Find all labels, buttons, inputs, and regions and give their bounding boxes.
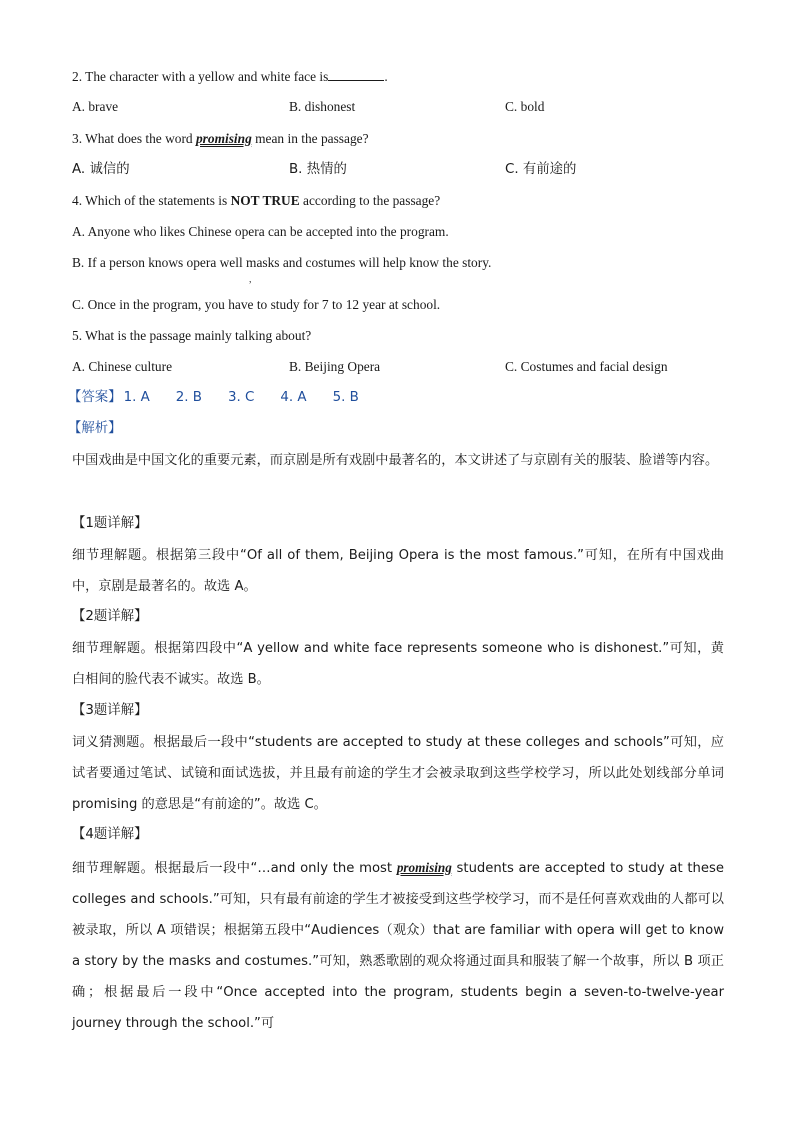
q5-option-b: B. Beijing Opera [289, 359, 381, 374]
detail-3-title: 【3题详解】 [72, 703, 148, 718]
detail-4-title: 【4题详解】 [72, 827, 148, 842]
q2-option-b: B. dishonest [289, 99, 356, 114]
q3-option-a: A. 诚信的 [72, 162, 130, 177]
q3-option-b: B. 热情的 [289, 162, 347, 177]
detail-2-title: 【2题详解】 [72, 609, 148, 624]
q4-option-b: B. If a person knows opera well masks and costumes will help know the story. [72, 255, 492, 270]
question-2-text: 2. The character with a yellow and white face is [72, 69, 329, 84]
summary-paragraph: 中国戏曲是中国文化的重要元素，而京剧是所有戏剧中最著名的，本文讲述了与京剧有关的服装、脸谱等内容。 [72, 453, 719, 468]
q2-option-c: C. bold [505, 99, 545, 114]
answer-item: 5. B [332, 390, 359, 405]
question-2-stem [72, 67, 388, 86]
detail-2-text: 细节理解题。根据第四段中“A yellow and white face represents someone who is dishonest.”可知，黄白相间的脸代表不诚实。故选 B。 [72, 641, 724, 687]
q4-option-c: C. Once in the program, you have to study for 7 to 12 year at school. [72, 297, 441, 312]
comma-mark: , [249, 274, 252, 285]
question-4-text-after: according to the passage? [299, 193, 441, 208]
q3-option-c: C. 有前途的 [505, 162, 577, 177]
question-2-tail: . [384, 69, 388, 84]
not-true-emphasis: NOT TRUE [230, 193, 300, 208]
answer-line [68, 389, 385, 407]
question-5-stem: 5. What is the passage mainly talking about? [72, 328, 312, 343]
detail-4-text-after: students are accepted to study at these colleges and schools.”可知，只有最有前途的学生才被接受到这些学校学习，而不是任何喜欢戏曲的人都可以被录取，所以 A 项错误；根据第五段中“Audiences（观众）that are familiar with opera will get to know a story by the masks and costumes.”可知，熟悉歌剧的观众将通过面具和服装了解一个故事，所以 B 项正确；根据最后一段中“Once accepted into the program, students begin a seven-to-twelve-year journey through the school.”可 [72, 861, 724, 1031]
q5-option-c: C. Costumes and facial design [505, 359, 668, 374]
underlined-word-promising: promising [396, 860, 452, 875]
answer-item: 4. A [280, 390, 307, 405]
q5-option-a: A. Chinese culture [72, 359, 173, 374]
q2-option-a: A. brave [72, 99, 119, 114]
detail-4-text-before: 细节理解题。根据最后一段中“…and only the most [72, 861, 397, 876]
q4-option-a: A. Anyone who likes Chinese opera can be accepted into the program. [72, 224, 449, 239]
underlined-word-promising: promising [195, 131, 252, 146]
question-3-stem [72, 130, 369, 148]
detail-1-text: 细节理解题。根据第三段中“Of all of them, Beijing Opera is the most famous.”可知，在所有中国戏曲中，京剧是最著名的。故选 A。 [72, 548, 724, 594]
question-4-text-before: 4. Which of the statements is [72, 193, 231, 208]
answer-blank [328, 67, 384, 81]
answer-item: 2. B [175, 390, 202, 405]
answer-label: 【答案】 [68, 390, 122, 405]
detail-3-text: 词义猜测题。根据最后一段中“students are accepted to study at these colleges and schools”可知，应试者要通过笔试、试镜和面试选拔，并且最有前途的学生才会被录取到这些学校学习，所以此处划线部分单词promising 的意思是“有前途的”。故选 C。 [72, 735, 724, 812]
question-4-stem [72, 192, 440, 210]
analysis-label: 【解析】 [68, 421, 122, 436]
answer-item: 1. A [123, 390, 150, 405]
detail-1-title: 【1题详解】 [72, 516, 148, 531]
question-3-text-before: 3. What does the word [72, 131, 196, 146]
question-3-text-after: mean in the passage? [251, 131, 369, 146]
detail-4-text [72, 852, 724, 1039]
answer-item: 3. C [228, 390, 255, 405]
